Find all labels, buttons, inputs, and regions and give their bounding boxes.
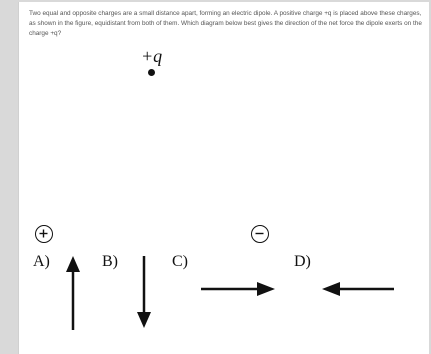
choice-c-label: C) xyxy=(172,253,188,270)
negative-charge-icon xyxy=(251,225,269,243)
question-panel xyxy=(18,2,429,354)
arrow-up-icon xyxy=(63,256,83,332)
arrow-left-icon xyxy=(322,280,394,298)
choice-a-label: A) xyxy=(33,253,50,270)
test-charge-dot xyxy=(148,69,155,76)
test-charge-label: +q xyxy=(141,46,163,66)
positive-charge-icon xyxy=(35,225,53,243)
choice-d-label: D) xyxy=(294,253,311,270)
arrow-down-icon xyxy=(134,256,154,328)
question-text: Two equal and opposite charges are a small distance apart, forming an electric dipole. A positive charge +q is placed above these charges, as shown in the figure, equidistant from both of them. Which diagram below best gives the direction of the net force the dipole exerts on the charge +q? xyxy=(29,10,422,37)
choice-b-label: B) xyxy=(102,253,118,270)
arrow-right-icon xyxy=(201,280,275,298)
